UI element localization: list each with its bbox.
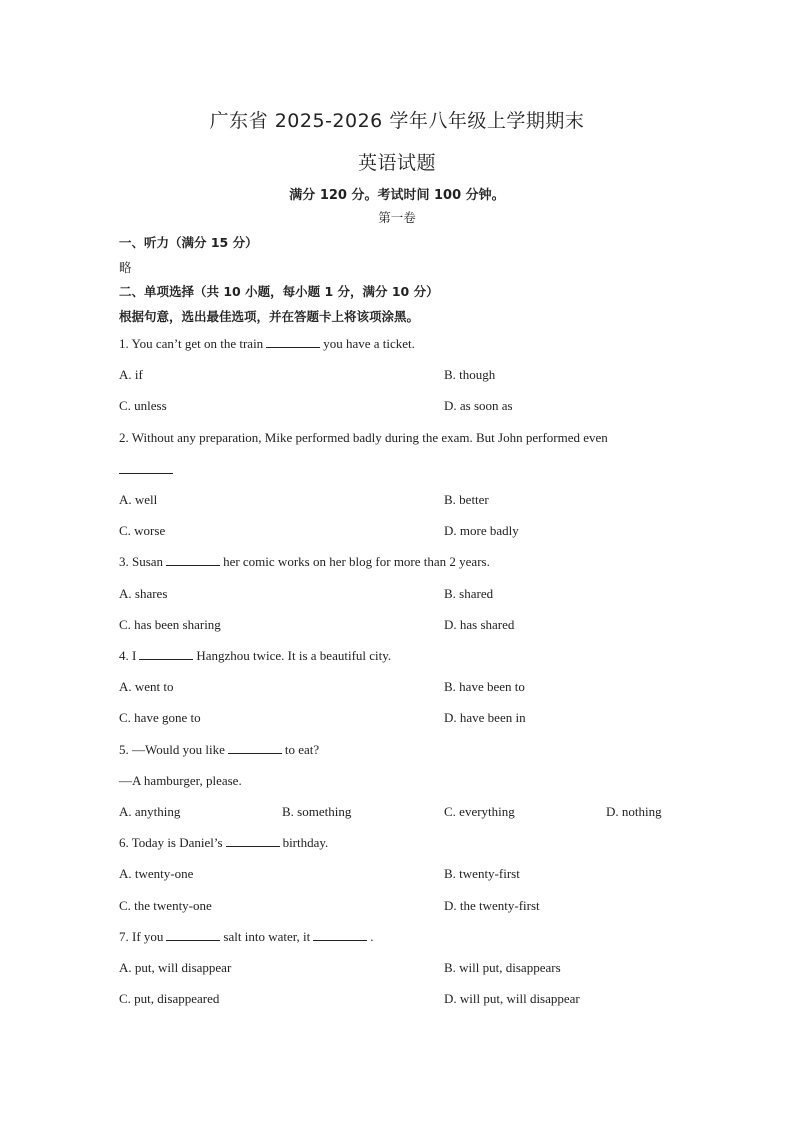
answer-blank (139, 649, 193, 660)
q6-option-a: A. twenty-one (119, 866, 194, 881)
answer-blank (228, 743, 282, 754)
q5-option-b: B. something (282, 804, 352, 819)
section-choice-heading: 二、单项选择（共 10 小题，每小题 1 分，满分 10 分） (119, 284, 439, 299)
question-5: 5. —Would you like to eat? (119, 742, 320, 757)
q1-option-b: B. though (444, 367, 496, 382)
q2-option-d: D. more badly (444, 523, 519, 538)
exam-title: 广东省 2025-2026 学年八年级上学期期末 (209, 110, 585, 132)
q3-option-a: A. shares (119, 586, 168, 601)
q4-option-c: C. have gone to (119, 710, 201, 725)
q4-option-a: A. went to (119, 679, 174, 694)
q6-option-c: C. the twenty-one (119, 898, 212, 913)
exam-info: 满分 120 分。考试时间 100 分钟。 (289, 188, 505, 203)
exam-subtitle: 英语试题 (357, 152, 436, 174)
section-listening-note: 略 (119, 260, 132, 275)
q7-option-d: D. will put, will disappear (444, 991, 580, 1006)
q7-option-c: C. put, disappeared (119, 991, 220, 1006)
question-6: 6. Today is Daniel’s birthday. (119, 835, 329, 850)
q3-option-b: B. shared (444, 586, 494, 601)
q1-option-d: D. as soon as (444, 398, 513, 413)
answer-blank (119, 463, 173, 474)
q5-option-d: D. nothing (606, 804, 662, 819)
q1-option-c: C. unless (119, 398, 167, 413)
section-choice-instruction: 根据句意，选出最佳选项，并在答题卡上将该项涂黑。 (119, 309, 420, 324)
q1-option-a: A. if (119, 367, 143, 382)
q2-option-a: A. well (119, 492, 158, 507)
q6-option-b: B. twenty-first (444, 866, 520, 881)
answer-blank (313, 930, 367, 941)
q5-option-a: A. anything (119, 804, 181, 819)
answer-blank (226, 836, 280, 847)
question-1: 1. You can’t get on the train you have a ticket. (119, 336, 415, 351)
q7-option-b: B. will put, disappears (444, 960, 561, 975)
answer-blank (266, 337, 320, 348)
question-2: 2. Without any preparation, Mike performed badly during the exam. But John performed even (119, 430, 608, 445)
answer-blank (166, 555, 220, 566)
q3-option-d: D. has shared (444, 617, 515, 632)
q5-option-c: C. everything (444, 804, 515, 819)
question-7: 7. If you salt into water, it . (119, 929, 374, 944)
q4-option-b: B. have been to (444, 679, 525, 694)
q4-option-d: D. have been in (444, 710, 526, 725)
q3-option-c: C. has been sharing (119, 617, 221, 632)
section-listening-heading: 一、听力（满分 15 分） (119, 235, 258, 250)
answer-blank (166, 930, 220, 941)
question-2-blank-line (119, 462, 176, 478)
q6-option-d: D. the twenty-first (444, 898, 540, 913)
q2-option-b: B. better (444, 492, 489, 507)
question-3: 3. Susan her comic works on her blog for more than 2 years. (119, 554, 490, 569)
question-5-reply: —A hamburger, please. (119, 773, 242, 788)
q2-option-c: C. worse (119, 523, 166, 538)
volume-label: 第一卷 (378, 210, 416, 225)
q7-option-a: A. put, will disappear (119, 960, 232, 975)
question-4: 4. I Hangzhou twice. It is a beautiful city. (119, 648, 392, 663)
